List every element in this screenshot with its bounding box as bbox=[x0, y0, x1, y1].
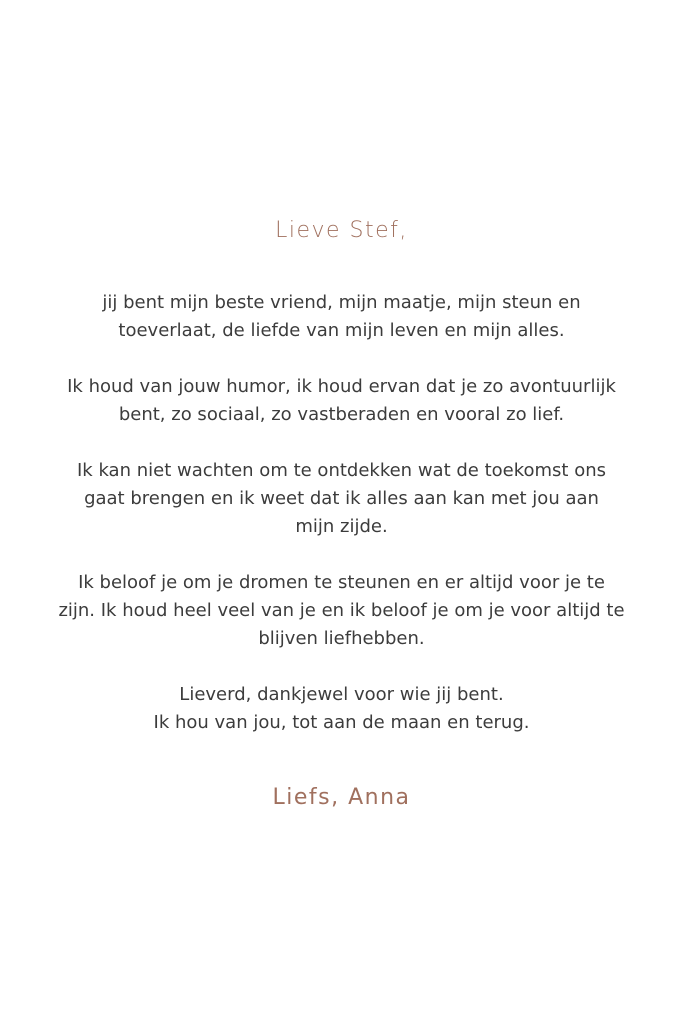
paragraph-line: Ik kan niet wachten om te ontdekken wat de toekomst ons bbox=[77, 460, 606, 481]
paragraph-2 bbox=[20, 373, 663, 429]
paragraph-line: jij bent mijn beste vriend, mijn maatje, mijn steun en bbox=[102, 292, 581, 313]
paragraph-4 bbox=[20, 569, 663, 653]
paragraph-5 bbox=[20, 681, 663, 737]
paragraph-line: bent, zo sociaal, zo vastberaden en vooral zo lief. bbox=[118, 404, 565, 425]
paragraph-line: gaat brengen en ik weet dat ik alles aan kan met jou aan bbox=[84, 488, 599, 509]
paragraph-line: Ik beloof je om je dromen te steunen en er altijd voor je te bbox=[78, 572, 605, 593]
paragraph-line: zijn. Ik houd heel veel van je en ik beloof je om je voor altijd te bbox=[58, 600, 625, 621]
paragraph-line: Ik hou van jou, tot aan de maan en terug. bbox=[153, 712, 530, 733]
letter-body bbox=[20, 289, 663, 765]
letter-salutation: Lieve Stef, bbox=[275, 218, 408, 243]
paragraph-line: toeverlaat, de liefde van mijn leven en mijn alles. bbox=[118, 320, 565, 341]
letter-closing: Liefs, Anna bbox=[272, 785, 411, 810]
paragraph-line: Ik houd van jouw humor, ik houd ervan dat je zo avontuurlijk bbox=[67, 376, 616, 397]
paragraph-1 bbox=[20, 289, 663, 345]
paragraph-line: mijn zijde. bbox=[295, 516, 388, 537]
paragraph-3 bbox=[20, 457, 663, 541]
paragraph-line: blijven liefhebben. bbox=[258, 628, 425, 649]
paragraph-line: Lieverd, dankjewel voor wie jij bent. bbox=[179, 684, 504, 705]
